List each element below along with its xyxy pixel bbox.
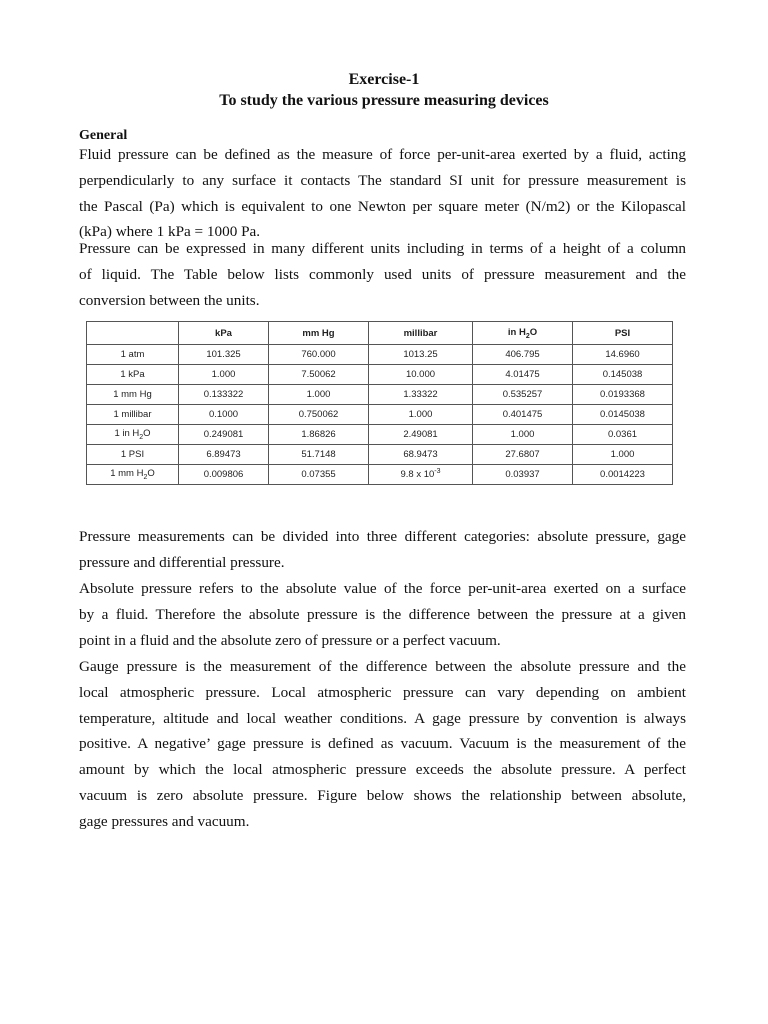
text-line: Pressure measurements can be divided into three different categories: absolute pressure, gage [79, 528, 686, 545]
table-row [87, 465, 673, 485]
paragraph-pressure-units [79, 236, 686, 313]
table-cell: 6.89473 [179, 445, 269, 465]
table-cell: 0.07355 [269, 465, 369, 485]
table-cell: 10.000 [369, 365, 473, 385]
table-cell: 1 mm $H_2O$ [87, 465, 179, 485]
table-cell: 7.50062 [269, 365, 369, 385]
table-row [87, 365, 673, 385]
paragraph-gauge-pressure [79, 654, 686, 835]
table-row [87, 405, 673, 425]
paragraph-fluid-pressure [79, 142, 686, 245]
table-cell: 1 atm [87, 345, 179, 365]
table-cell: 1.000 [473, 425, 573, 445]
table-cell: 0.1000 [179, 405, 269, 425]
table-cell: 68.9473 [369, 445, 473, 465]
table-cell: 0.03937 [473, 465, 573, 485]
text-line: conversion between the units. [79, 291, 260, 309]
table-header-row [87, 322, 673, 345]
table-cell: 1.86826 [269, 425, 369, 445]
table-header-cell: kPa [179, 322, 269, 345]
table-cell: 101.325 [179, 345, 269, 365]
table-cell: 1 millibar [87, 405, 179, 425]
text-line: gage pressures and vacuum. [79, 812, 250, 830]
pressure-conversion-table [86, 321, 673, 485]
text-line: amount by which the local atmospheric pressure exceeds the absolute pressure. A perfect [79, 761, 686, 779]
table-header-cell [87, 322, 179, 345]
table-cell: 1 kPa [87, 365, 179, 385]
text-line: local atmospheric pressure. Local atmospheric pressure can vary depending on ambient [79, 683, 686, 701]
text-line: temperature, altitude and local weather conditions. A gage pressure by convention is always [79, 709, 686, 727]
table-cell: 1 PSI [87, 445, 179, 465]
table-row [87, 345, 673, 365]
exercise-subtitle: To study the various pressure measuring devices [219, 92, 549, 109]
table-header-cell: mm Hg [269, 322, 369, 345]
text-line: Gauge pressure is the measurement of the difference between the absolute pressure and the [79, 658, 686, 675]
table-cell: 0.0193368 [573, 385, 673, 405]
text-line: of liquid. The Table below lists commonly used units of pressure measurement and the [79, 265, 686, 283]
table-cell: 1013.25 [369, 345, 473, 365]
text-line: vacuum is zero absolute pressure. Figure below shows the relationship between absolute, [79, 786, 686, 804]
table-cell: 0.133322 [179, 385, 269, 405]
table-row [87, 425, 673, 445]
table-cell: 0.0014223 [573, 465, 673, 485]
table-cell: 1.000 [369, 405, 473, 425]
table-row [87, 385, 673, 405]
text-line: by a fluid. Therefore the absolute pressure is the difference between the pressure at a given [79, 605, 686, 623]
table-cell: 0.0145038 [573, 405, 673, 425]
table-cell: 0.145038 [573, 365, 673, 385]
table-cell: 760.000 [269, 345, 369, 365]
text-line: point in a fluid and the absolute zero of pressure or a perfect vacuum. [79, 631, 501, 649]
table-row [87, 445, 673, 465]
text-line: pressure and differential pressure. [79, 553, 285, 571]
table-cell: 0.535257 [473, 385, 573, 405]
table-cell: 1.33322 [369, 385, 473, 405]
table-cell: 0.0361 [573, 425, 673, 445]
paragraph-categories [79, 524, 686, 576]
text-line: Fluid pressure can be defined as the measure of force per-unit-area exerted by a fluid, acting [79, 146, 686, 163]
table-header-cell: PSI [573, 322, 673, 345]
table-cell: 0.401475 [473, 405, 573, 425]
text-line: Absolute pressure refers to the absolute value of the force per-unit-area exerted on a surface [79, 580, 686, 597]
text-line: the Pascal (Pa) which is equivalent to one Newton per square meter (N/m2) or the Kilopascal [79, 197, 686, 215]
table-cell: 51.7148 [269, 445, 369, 465]
table-cell: 0.009806 [179, 465, 269, 485]
exercise-title: Exercise-1 [348, 71, 420, 88]
table-cell: 9.8 x $10^{-3}$ [369, 465, 473, 485]
table-cell: 0.249081 [179, 425, 269, 445]
table-cell: 0.750062 [269, 405, 369, 425]
table-cell: 14.6960 [573, 345, 673, 365]
table-cell: 1.000 [269, 385, 369, 405]
table-cell: 1.000 [573, 445, 673, 465]
table-cell: 1.000 [179, 365, 269, 385]
table-cell: 406.795 [473, 345, 573, 365]
text-line: perpendicularly to any surface it contacts The standard SI unit for pressure measurement is [79, 171, 686, 189]
text-line: Pressure can be expressed in many different units including in terms of a height of a column [79, 240, 686, 257]
section-heading-general: General [79, 128, 128, 143]
table-cell: 27.6807 [473, 445, 573, 465]
table-cell: 4.01475 [473, 365, 573, 385]
table-header-cell: millibar [369, 322, 473, 345]
table-cell: 2.49081 [369, 425, 473, 445]
table-header-cell: in $H_2O$ [473, 322, 573, 345]
table-cell: 1 mm Hg [87, 385, 179, 405]
text-line: positive. A negative’ gage pressure is defined as vacuum. Vacuum is the measurement of the [79, 735, 686, 753]
table-cell: 1 in $H_2O$ [87, 425, 179, 445]
text-line: (kPa) where 1 kPa = 1000 Pa. [79, 223, 261, 241]
paragraph-absolute-pressure [79, 576, 686, 653]
